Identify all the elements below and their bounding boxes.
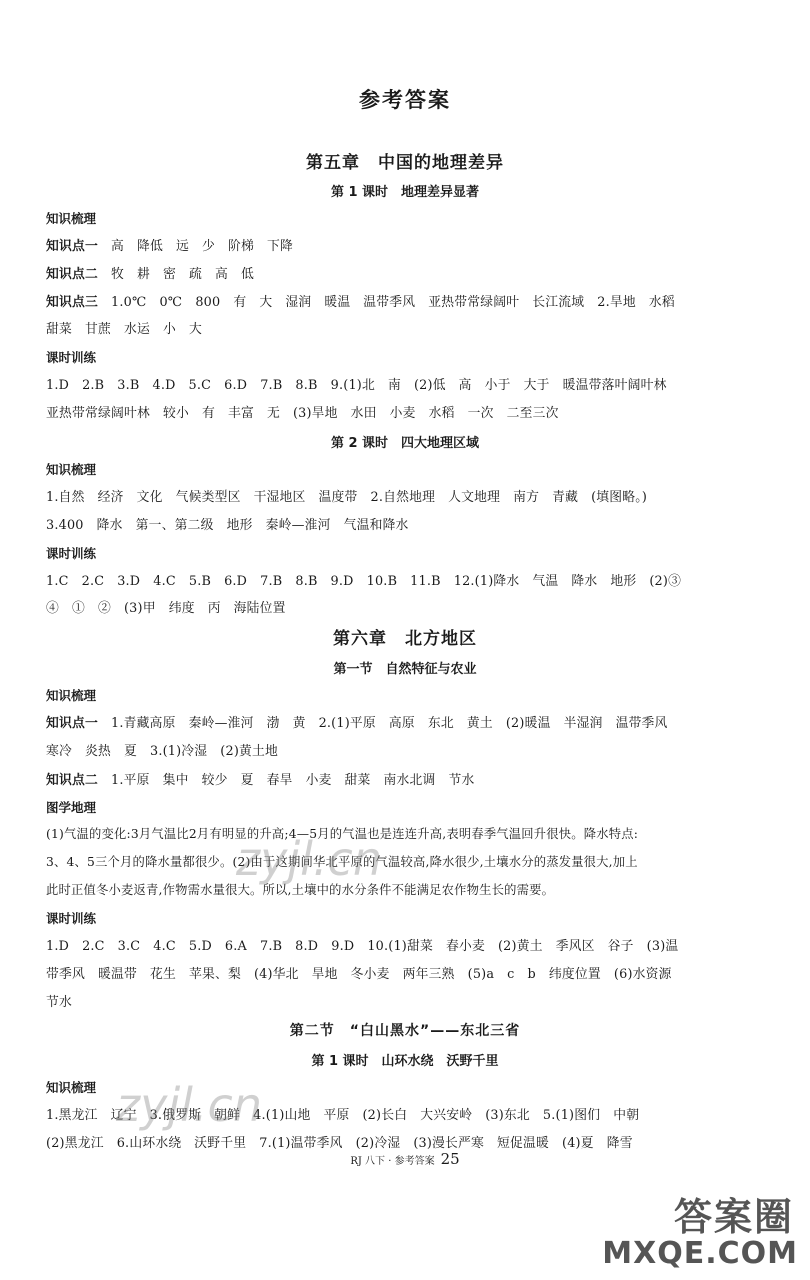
site-stamp-logo [602,1186,804,1276]
point-text: 1.0℃ 0℃ 800 有 大 湿润 暖温 温带季风 亚热带常绿阔叶 长江流域 2.旱地 水稻 [111,295,675,310]
answer-line: 1.D 2.B 3.B 4.D 5.C 6.D 7.B 8.B 9.(1)北 南 (2)低 高 小于 大于 暖温带落叶阔叶林 [46,378,667,393]
footer-label: RJ 八下 · 参考答案 [350,1156,435,1167]
answer-line: 带季风 暖温带 花生 苹果、梨 (4)华北 旱地 冬小麦 两年三熟 (5)a c b 纬度位置 (6)水资源 [46,967,672,982]
answer-line [46,235,766,254]
chapter-5-heading: 第五章 中国的地理差异 [306,153,504,173]
point-label: 知识点二 [46,267,98,282]
stamp-top-text: 答案圈 [673,1195,794,1239]
lesson-heading: 第 1 课时 山环水绕 沃野千里 [311,1054,499,1069]
answer-line: 3.400 降水 第一、第二级 地形 秦岭—淮河 气温和降水 [46,518,409,533]
page-number: 25 [440,1150,460,1168]
stamp-bottom-text: MXQE.COM [602,1236,798,1271]
answer-line [46,769,766,788]
lesson-heading: 第 2 课时 四大地理区域 [330,436,480,451]
watermark: zyjl.cn [116,1078,262,1132]
section-2-heading: 第二节 “白山黑水”——东北三省 [289,1023,521,1039]
point-text: 牧 耕 密 疏 高 低 [111,267,254,282]
point-label: 知识点一 [46,716,98,731]
point-label: 知识点二 [46,773,98,788]
answer-line: 甜菜 甘蔗 水运 小 大 [46,322,202,337]
answer-line: 节水 [46,995,72,1010]
point-text: 1.平原 集中 较少 夏 春旱 小麦 甜菜 南水北调 节水 [111,773,475,788]
section-heading: 课时训练 [46,350,97,365]
point-label: 知识点一 [46,239,98,254]
answer-line [46,712,766,731]
answer-line: 寒冷 炎热 夏 3.(1)冷湿 (2)黄土地 [46,744,279,759]
point-text: 1.青藏高原 秦岭—淮河 渤 黄 2.(1)平原 高原 东北 黄土 (2)暖温 半湿润 温带季风 [111,716,668,731]
answer-line: (1)气温的变化:3月气温比2月有明显的升高;4—5月的气温也是连连升高,表明春季气温回升很快。降水特点: [46,827,639,841]
section-heading: 知识梳理 [46,462,97,477]
lesson-heading: 第 1 课时 地理差异显著 [330,185,480,200]
watermark: zyjl.cn [236,832,382,886]
section-heading: 知识梳理 [46,688,97,703]
answer-line [46,291,766,310]
section-heading: 知识梳理 [46,1080,97,1095]
lesson-heading: 第一节 自然特征与农业 [333,662,477,677]
answer-line: 1.自然 经济 文化 气候类型区 干湿地区 温度带 2.自然地理 人文地理 南方 青藏 (填图略。) [46,490,648,505]
section-heading: 课时训练 [46,911,97,926]
answer-line: 1.C 2.C 3.D 4.C 5.B 6.D 7.B 8.B 9.D 10.B 11.B 12.(1)降水 气温 降水 地形 (2)③ [46,574,682,589]
answer-line: ④ ① ② (3)甲 纬度 丙 海陆位置 [46,601,286,616]
point-text: 高 降低 远 少 阶梯 下降 [111,239,293,254]
section-heading: 图学地理 [46,800,97,815]
answer-line: (2)黑龙江 6.山环水绕 沃野千里 7.(1)温带季风 (2)冷湿 (3)漫长严寒 短促温暖 (4)夏 降雪 [46,1136,633,1151]
answer-line: 亚热带常绿阔叶林 较小 有 丰富 无 (3)旱地 水田 小麦 水稻 一次 二至三次 [46,406,559,421]
section-heading: 知识梳理 [46,211,97,226]
answer-line [46,263,766,282]
page-footer [0,1150,810,1168]
section-heading: 课时训练 [46,546,97,561]
answer-line: 1.D 2.C 3.C 4.C 5.D 6.A 7.B 8.D 9.D 10.(1)甜菜 春小麦 (2)黄土 季风区 谷子 (3)温 [46,939,679,954]
point-label: 知识点三 [46,295,98,310]
answer-line: 3、4、5三个月的降水量都很少。(2)由于这期间华北平原的气温较高,降水很少,土壤水分的蒸发量很大,加上 [46,855,638,869]
page-title: 参考答案 [359,88,451,112]
chapter-6-heading: 第六章 北方地区 [333,629,477,649]
answer-line: 1.黑龙江 辽宁 3.俄罗斯 朝鲜 4.(1)山地 平原 (2)长白 大兴安岭 (3)东北 5.(1)图们 中朝 [46,1108,640,1123]
answer-line: 此时正值冬小麦返青,作物需水量很大。所以,土壤中的水分条件不能满足农作物生长的需要。 [46,883,555,897]
